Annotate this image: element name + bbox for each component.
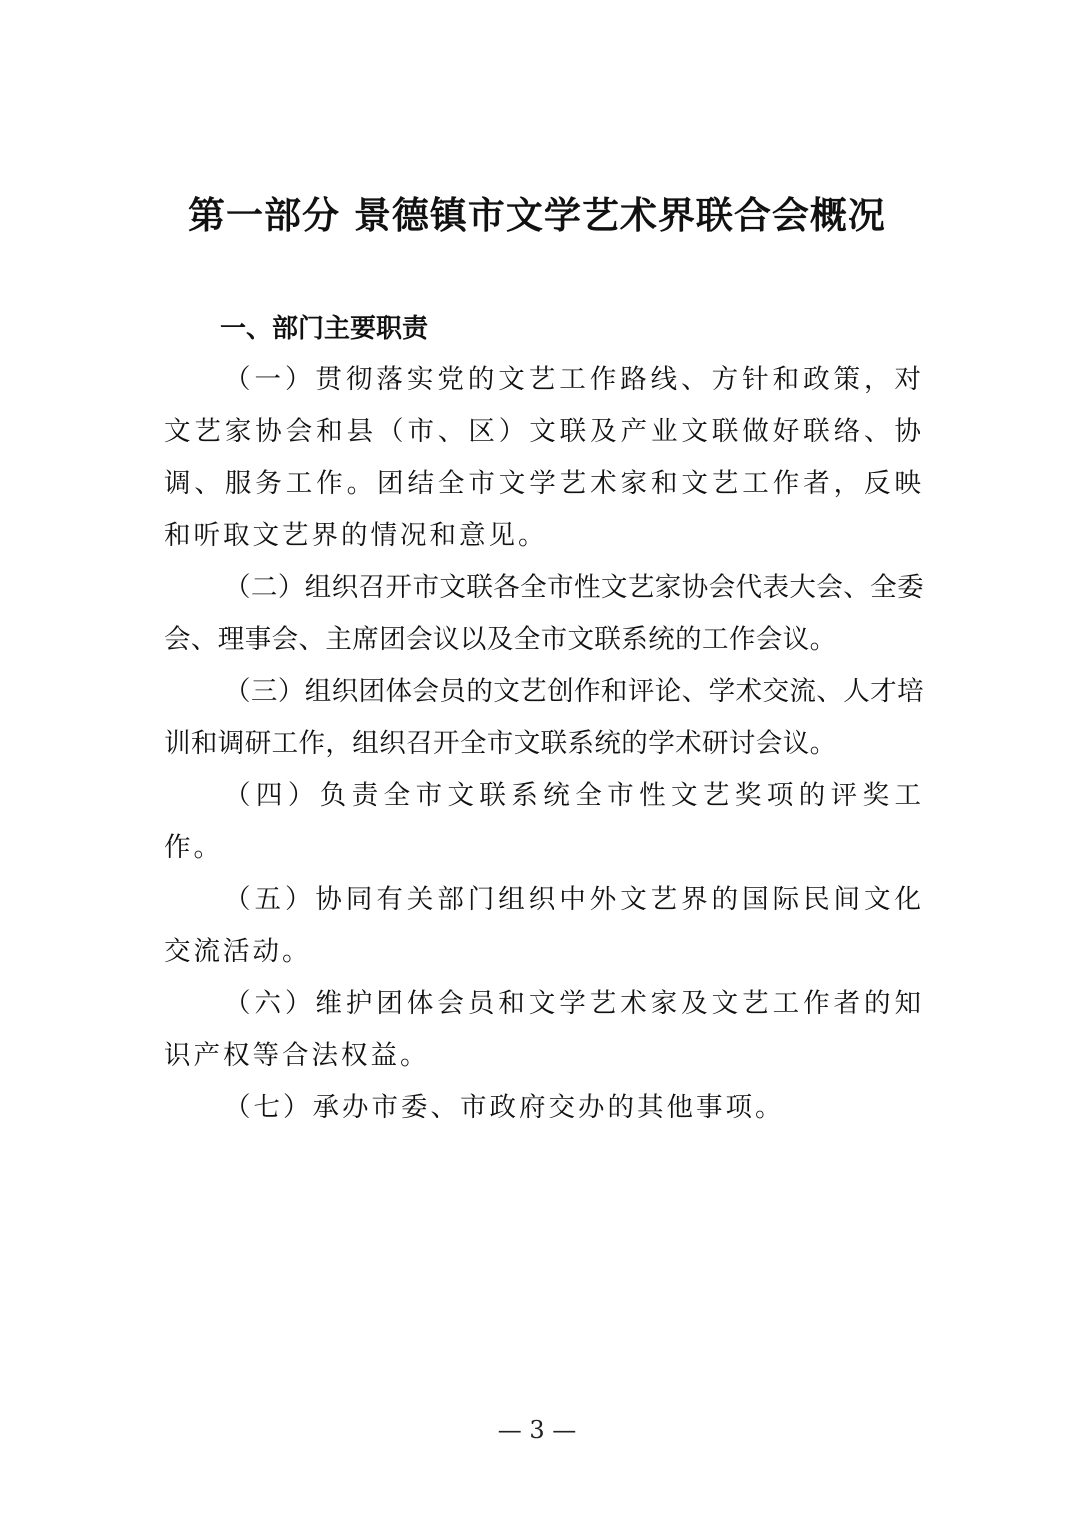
duty-paragraph-2: （二）组织召开市文联各全市性文艺家协会代表大会、全委会、理事会、主席团会议以及全市文联系统的工作会议。 [164, 572, 924, 655]
page-title: 第一部分 景德镇市文学艺术界联合会概况 [188, 194, 886, 237]
duty-paragraph-6: （六）维护团体会员和文学艺术家及文艺工作者的知识产权等合法权益。 [164, 988, 924, 1071]
duty-paragraph-7: （七）承办市委、市政府交办的其他事项。 [224, 1092, 785, 1123]
duty-paragraph-4: （四）负责全市文联系统全市性文艺奖项的评奖工作。 [164, 780, 924, 863]
duty-paragraph-1: （一）贯彻落实党的文艺工作路线、方针和政策，对文艺家协会和县（市、区）文联及产业文联做好联络、协调、服务工作。团结全市文学艺术家和文艺工作者，反映和听取文艺界的情况和意见。 [164, 364, 924, 551]
page-number: — 3 — [497, 1416, 577, 1444]
duty-paragraph-5: （五）协同有关部门组织中外文艺界的国际民间文化交流活动。 [164, 884, 924, 967]
section-heading: 一、部门主要职责 [220, 314, 429, 344]
duty-paragraph-3: （三）组织团体会员的文艺创作和评论、学术交流、人才培训和调研工作，组织召开全市文联系统的学术研讨会议。 [164, 676, 924, 759]
document-body [164, 304, 924, 1134]
